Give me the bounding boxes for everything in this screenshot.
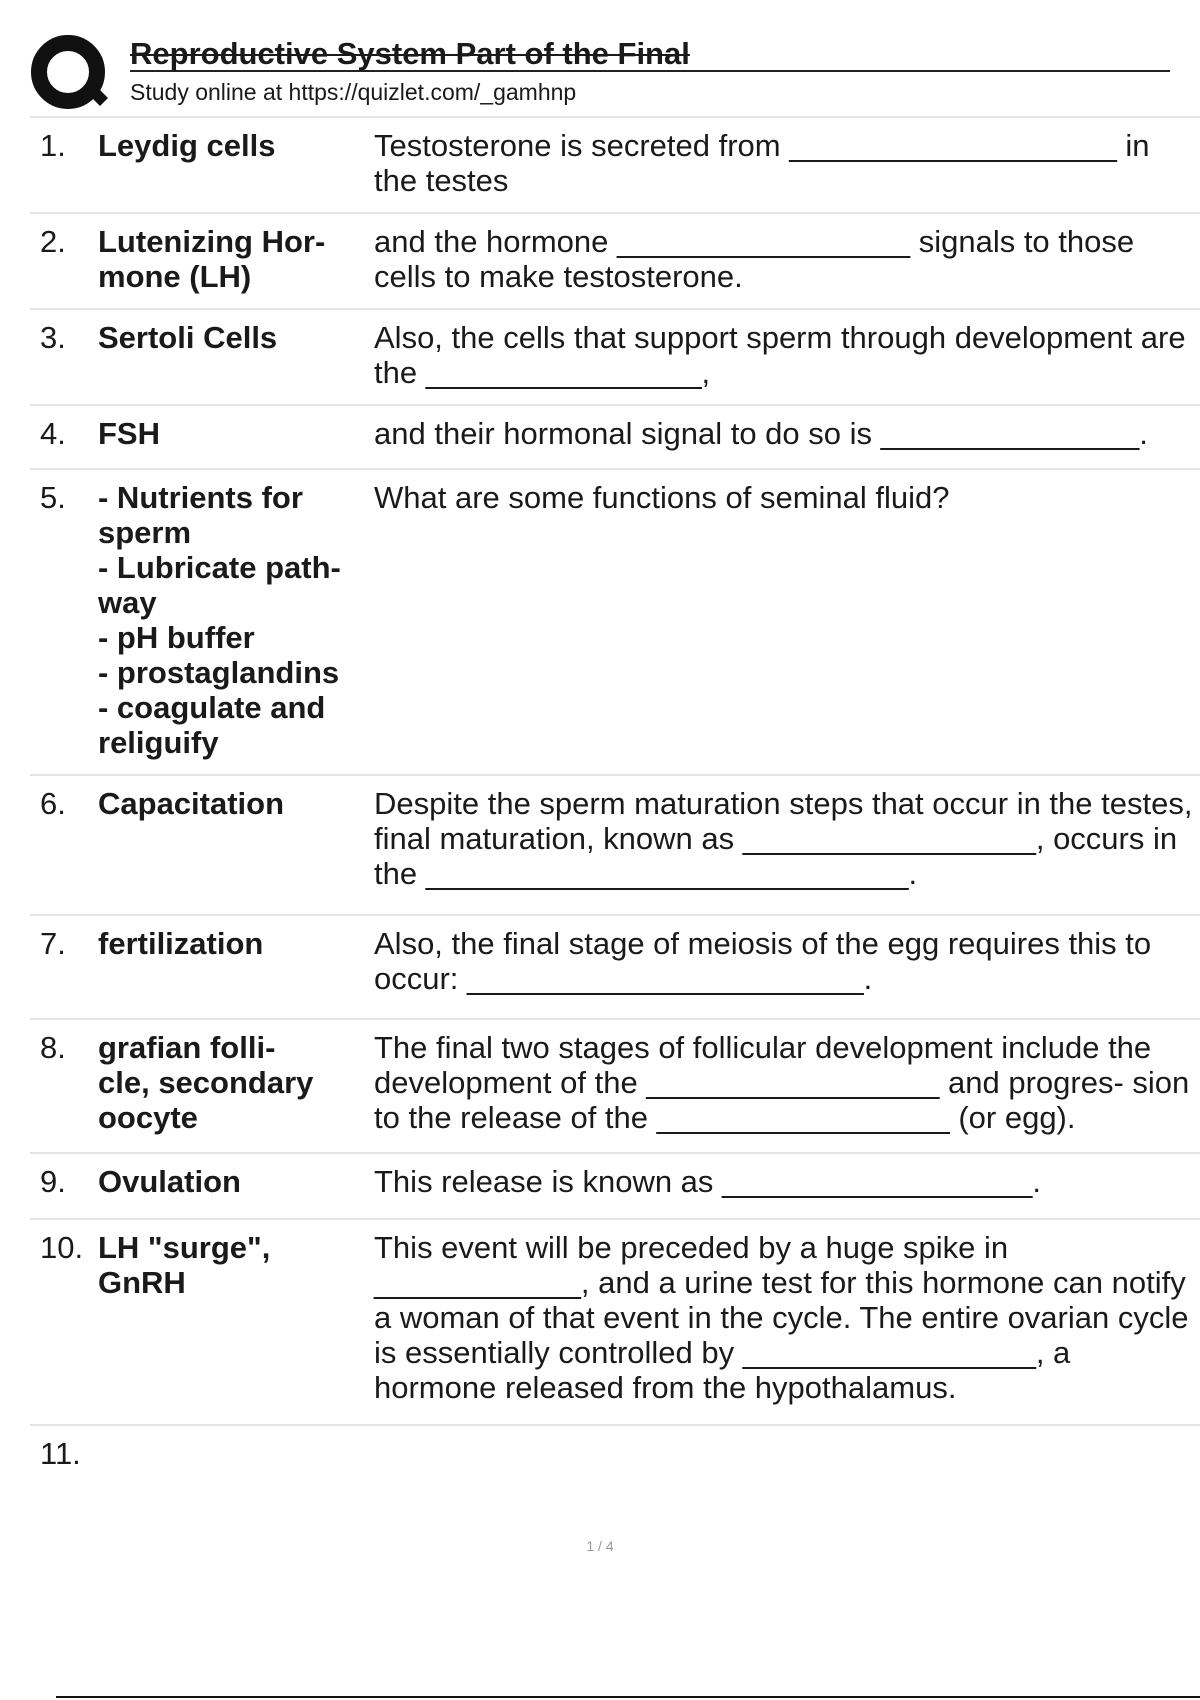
quizlet-logo-icon [30,34,110,112]
card-definition: Despite the sperm maturation steps that occur in the testes, final maturation, known as _________________, occurs in the ____________________________. [374,786,1193,891]
card-number: 8. [40,1030,66,1065]
card-number: 2. [40,224,66,259]
card-number: 3. [40,320,66,355]
card-number: 4. [40,416,66,451]
card-definition: Testosterone is secreted from ___________________ in the testes [374,128,1150,198]
card-number: 5. [40,480,66,515]
card-definition: This release is known as __________________. [374,1164,1041,1199]
card-term: Lutenizing Hor- mone (LH) [98,224,326,294]
card-row [30,774,1200,914]
card-definition: Also, the final stage of meiosis of the egg requires this to occur: _______________________. [374,926,1152,996]
card-row [30,308,1200,404]
card-term: LH "surge", GnRH [98,1230,271,1300]
card-definition: Also, the cells that support sperm through development are the ________________, [374,320,1186,390]
card-row [30,212,1200,308]
card-term: Ovulation [98,1164,241,1199]
title-underline [130,36,1170,72]
card-term: grafian folli- cle, secondary oocyte [98,1030,314,1135]
footer-divider [56,1696,1200,1698]
flashcard-list [30,116,1200,1490]
card-number: 7. [40,926,66,961]
study-online-link[interactable]: Study online at https://quizlet.com/_gamhnp [130,79,577,105]
card-term: Leydig cells [98,128,276,163]
page-number: 1 / 4 [586,1538,614,1554]
card-definition: The final two stages of follicular development include the development of the _________________ and progres- sion to the release of the _________________ (or egg). [374,1030,1190,1135]
page-title: Reproductive System Part of the Final [130,36,690,71]
card-number: 1. [40,128,66,163]
card-row [30,1424,1200,1490]
card-row [30,468,1200,774]
card-term: Capacitation [98,786,285,821]
card-definition: and the hormone _________________ signals to those cells to make testosterone. [374,224,1135,294]
card-definition: and their hormonal signal to do so is _______________. [374,416,1148,451]
page-header [30,30,1200,110]
card-term: FSH [98,416,160,451]
card-definition: This event will be preceded by a huge spike in ____________, and a urine test for this hormone can notify a woman of that event in the cycle. The entire ovarian cycle is essentially controlled by _________________, a hormone released from the hypothalamus. [374,1230,1189,1405]
card-row [30,1018,1200,1152]
card-row [30,1218,1200,1424]
card-row [30,404,1200,468]
card-number: 6. [40,786,66,821]
card-row [30,914,1200,1018]
card-row [30,116,1200,212]
card-number: 9. [40,1164,66,1199]
card-number: 11. [40,1436,81,1471]
card-term: - Nutrients for sperm - Lubricate path- way - pH buffer - prostaglandins - coagulate and religuify [98,480,341,760]
card-term: Sertoli Cells [98,320,278,355]
card-number: 10. [40,1230,84,1265]
card-definition: What are some functions of seminal fluid? [374,480,950,515]
card-term: fertilization [98,926,264,961]
card-row [30,1152,1200,1218]
